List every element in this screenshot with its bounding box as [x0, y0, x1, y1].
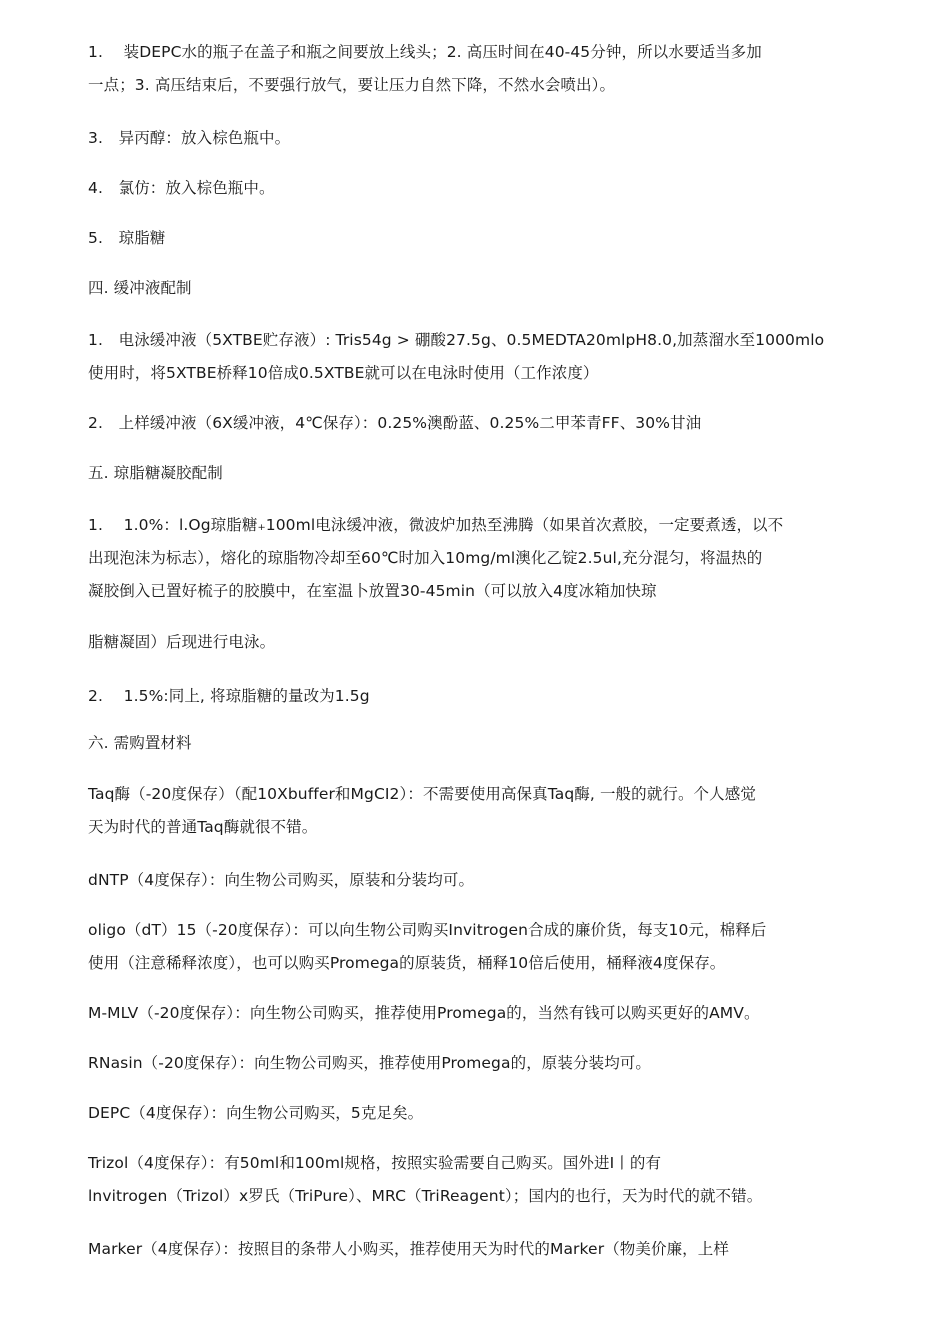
paragraph-rnasin	[88, 1047, 868, 1080]
text-line: 4. 氯仿：放入棕色瓶中。	[88, 179, 275, 197]
text-line: 使用时，将5XTBE桥释10倍成0.5XTBE就可以在电泳时使用（工作浓度）	[88, 364, 599, 382]
section-heading-gel	[88, 457, 868, 490]
text-line: 1. 电泳缓冲液（5XTBE贮存液）: Tris54g > 硼酸27.5g、0.5MEDTA20mlpH8.0,加蒸溜水至1000mlo	[88, 331, 825, 349]
paragraph-loading-buffer	[88, 407, 868, 440]
paragraph-dntp	[88, 864, 868, 897]
heading-text: 五. 琼脂糖凝胶配制	[88, 464, 223, 482]
paragraph-depc-note	[88, 36, 868, 102]
section-heading-buffer	[88, 272, 868, 305]
heading-text: 六. 需购置材料	[88, 734, 192, 752]
text-line: 1. 1.0%：l.Og琼脂糖₊100ml电泳缓冲液，微波炉加热至沸腾（如果首次煮胶，一定要煮透，以不	[88, 516, 784, 534]
text-line: 一点；3. 高压结束后，不要强行放气，要让压力自然下降，不然水会喷出）。	[88, 76, 616, 94]
text-line: 出现泡沫为标志），熔化的琼脂物冷却至60℃时加入10mg/ml澳化乙锭2.5ul,充分混匀，将温热的	[88, 549, 763, 567]
paragraph-gel-1	[88, 509, 868, 608]
text-line: Taq酶（-20度保存）（配10Xbuffer和MgCI2）：不需要使用高保真Taq酶, 一般的就行。个人感觉	[88, 785, 756, 803]
paragraph-oligo	[88, 914, 868, 980]
paragraph-isopropanol	[88, 122, 868, 155]
text-line: lnvitrogen（Trizol）x罗氏（TriPure）、MRC（TriReagent）；国内的也行，天为时代的就不错。	[88, 1187, 763, 1205]
text-line: 脂糖凝固）后现进行电泳。	[88, 633, 276, 651]
paragraph-gel-2	[88, 680, 868, 713]
text-line: Trizol（4度保存）：有50ml和100ml规格，按照实验需要自己购买。国外进I丨的有	[88, 1154, 662, 1172]
text-line: 凝胶倒入已置好梳子的胶膜中，在室温卜放置30-45min（可以放入4度冰箱加快琼	[88, 582, 657, 600]
paragraph-depc	[88, 1097, 868, 1130]
paragraph-trizol	[88, 1147, 868, 1213]
text-line: DEPC（4度保存）：向生物公司购买，5克足矣。	[88, 1104, 424, 1122]
text-line: RNasin（-20度保存）：向生物公司购买，推荐使用Promega的，原装分装均可。	[88, 1054, 651, 1072]
text-line: 2. 1.5%:同上, 将琼脂糖的量改为1.5g	[88, 687, 370, 705]
text-line: 使用（注意稀释浓度），也可以购买Promega的原装货，桶释10倍后使用，桶释液4度保存。	[88, 954, 726, 972]
section-heading-materials	[88, 727, 868, 760]
heading-text: 四. 缓冲液配制	[88, 279, 192, 297]
text-line: 5. 琼脂糖	[88, 229, 166, 247]
text-line: Marker（4度保存）：按照目的条带人小购买，推荐使用天为时代的Marker（物美价廉，上样	[88, 1240, 729, 1258]
text-line: 3. 异丙醇：放入棕色瓶中。	[88, 129, 291, 147]
paragraph-electrophoresis-buffer	[88, 324, 868, 390]
paragraph-mmlv	[88, 997, 868, 1030]
paragraph-marker	[88, 1233, 868, 1266]
text-line: oligo（dT）15（-20度保存）：可以向生物公司购买Invitrogen合成的廉价货，每支10元，棉释后	[88, 921, 767, 939]
text-line: 1. 装DEPC水的瓶子在盖子和瓶之间要放上线头；2. 高压时间在40-45分钟，所以水要适当多加	[88, 43, 762, 61]
paragraph-gel-1-cont	[88, 626, 868, 659]
paragraph-chloroform	[88, 172, 868, 205]
text-line: 天为时代的普通Taq酶就很不错。	[88, 818, 318, 836]
paragraph-taq	[88, 778, 868, 844]
text-line: M-MLV（-20度保存）：向生物公司购买，推荐使用Promega的，当然有钱可以购买更好的AMV。	[88, 1004, 760, 1022]
text-line: 2. 上样缓冲液（6X缓冲液，4℃保存）：0.25%澳酚蓝、0.25%二甲苯青FF、30%甘油	[88, 414, 702, 432]
paragraph-agarose	[88, 222, 868, 255]
text-line: dNTP（4度保存）：向生物公司购买，原装和分装均可。	[88, 871, 475, 889]
